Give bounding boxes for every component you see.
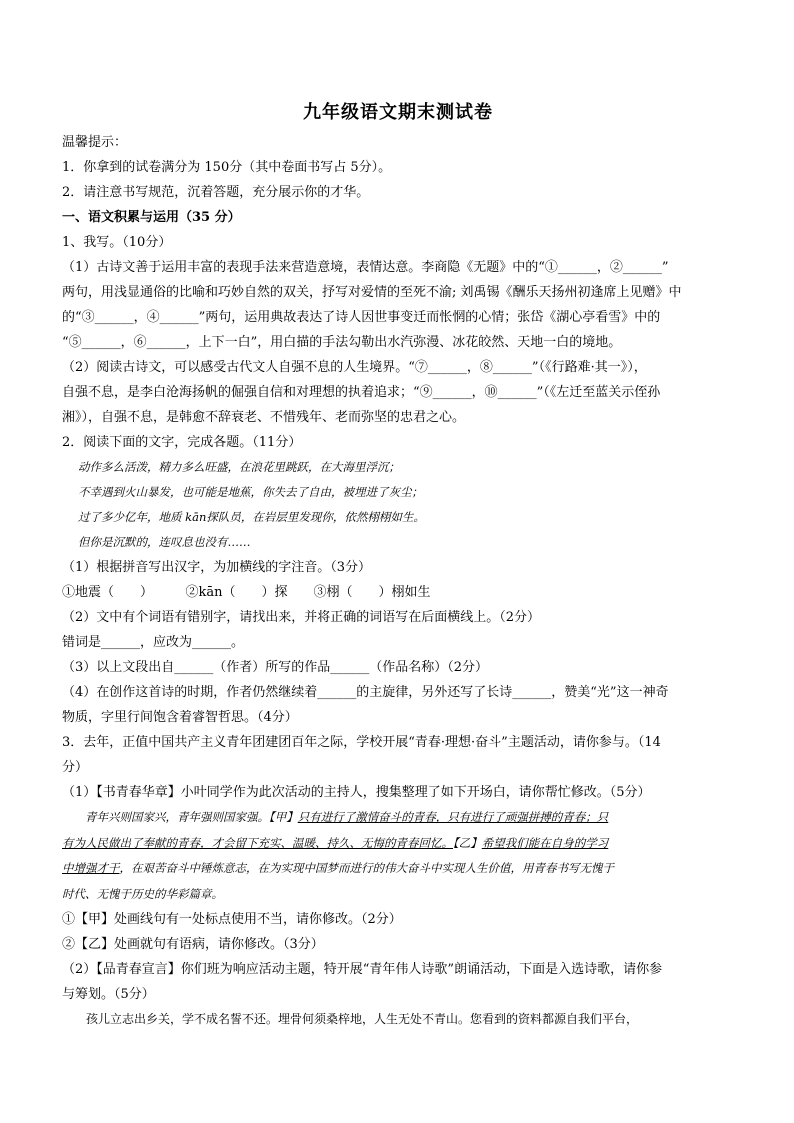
q1-p2-line: 自强不息，是李白沧海扬帆的倔强自信和对理想的执着追求；“⑨______，⑩______”（《左迁至蓝关示侄孙	[62, 385, 661, 400]
q3-sub-1: （1）【书青春华章】小叶同学作为此次活动的主持人，搜集整理了如下开场白，请你帮忙修改。（5分）	[62, 785, 651, 800]
opening-passage-line: 青年兴则国家兴，青年强则国家强。【甲】只有进行了激情奋斗的青春，只有进行了顽强拼搏的青春；只	[85, 810, 609, 824]
question-2-head: 2．阅读下面的文字，完成各题。（11分）	[62, 435, 302, 450]
poem-line: 动作多么活泼，精力多么旺盛，在浪花里跳跃，在大海里浮沉；	[78, 460, 400, 474]
q2-sub-2-blank: 错词是______，应改为______。	[62, 635, 245, 650]
q2-sub-3: （3）以上文段出自______（作者）所写的作品______（作品名称）（2分）	[62, 660, 489, 675]
underlined-sentence-b: 中增强才干	[62, 861, 120, 875]
underlined-sentence-a: 有为人民做出了奉献的青春，才会留下充实、温暖、持久、无悔的青春回忆。	[62, 835, 453, 850]
question-3-head-line: 分）	[62, 760, 89, 775]
underlined-sentence-b: 希望我们能在自身的学习	[481, 835, 609, 850]
exam-page	[62, 98, 734, 1032]
page-title: 九年级语文期末测试卷	[303, 102, 493, 123]
q1-p2-line: （2）阅读古诗文，可以感受古代文人自强不息的人生境界。“⑦______，⑧______”（《行路难·其一》），	[62, 360, 647, 375]
tips-heading: 温馨提示：	[62, 135, 128, 150]
q3-answer-1: ①【甲】处画线句有一处标点使用不当，请你修改。（2分）	[62, 912, 402, 927]
opening-passage-line: 有为人民做出了奉献的青春，才会留下充实、温暖、持久、无悔的青春回忆。【乙】希望我们能在自身的学习	[62, 835, 609, 850]
q2-sub-4-line: （4）在创作这首诗的时期，作者仍然继续着______的主旋律，另外还写了长诗______，赞美“光”这一神奇	[62, 685, 669, 700]
q1-p1-line: 的“③______，④______”两句，运用典故表达了诗人因世事变迁而怅惘的心情；张岱《湖心亭看雪》中的	[62, 310, 661, 325]
q2-sub-1: （1）根据拼音写出汉字，为加横线的字注音。（3分）	[62, 560, 372, 575]
poem-line: 不幸遇到火山暴发，也可能是地蕉，你失去了自由，被埋进了灰尘；	[78, 485, 423, 499]
q2-sub-2: （2）文中有个词语有错别字，请找出来，并将正确的词语写在后面横线上。（2分）	[62, 610, 541, 625]
tip-item: 1．你拿到的试卷满分为 150分（其中卷面书写占 5分）。	[62, 160, 392, 175]
poem-final-line: 孩儿立志出乡关，学不成名誓不还。埋骨何须桑梓地，人生无处不青山。您看到的资料都源自我们平台，	[86, 1012, 639, 1026]
q2-sub-1-options: ①地震（ ） ②kān（ ）探 ③栩（ ）栩如生	[62, 585, 431, 600]
underlined-sentence-a: 只有进行了激情奋斗的青春，只有进行了顽强拼搏的青春；只	[297, 810, 609, 824]
q1-p1-line: 两句，用浅显通俗的比喻和巧妙自然的双关，抒写对爱情的至死不渝; 刘禹锡《酬乐天扬州初逢席上见赠》中	[62, 285, 682, 300]
q3-sub-2-line: （2）【品青春宣言】你们班为响应活动主题，特开展“青年伟人诗歌”朗诵活动，下面是入选诗歌，请你参	[62, 962, 663, 977]
q3-sub-2-line: 与筹划。（5分）	[62, 987, 155, 1002]
question-3-head-line: 3．去年，正值中国共产主义青年团建团百年之际，学校开展“青春·理想·奋斗”主题活动，请你参与。（14	[62, 735, 661, 750]
opening-passage-line: 时代、无愧于历史的华彩篇章。	[62, 886, 223, 901]
tip-item: 2．请注意书写规范，沉着答题，充分展示你的才华。	[62, 185, 370, 200]
q2-sub-4-line: 物质，字里行间饱含着睿智哲思。（4分）	[62, 710, 298, 725]
opening-passage-line: 中增强才干，在艰苦奋斗中锤炼意志，在为实现中国梦而进行的伟大奋斗中实现人生价值，用青春书写无愧于	[62, 861, 614, 875]
poem-line: 过了多少亿年，地质 kān探队员，在岩层里发现你，依然栩栩如生。	[78, 510, 425, 524]
q1-p1-line: “⑤______，⑥______，上下一白”，用白描的手法勾勒出水汽弥漫、冰花皎然、天地一白的境地。	[62, 335, 622, 350]
section-heading: 一、语文积累与运用（35 分）	[62, 210, 241, 225]
question-1-head: 1、我写。（10分）	[62, 235, 172, 250]
q1-p1-line: （1）古诗文善于运用丰富的表现手法来营造意境，表情达意。李商隐《无题》中的“①______，②______”	[62, 260, 669, 275]
poem-line: 但你是沉默的，连叹息也没有……	[78, 535, 251, 549]
q3-answer-2: ②【乙】处画就句有语病，请你修改。（3分）	[62, 937, 324, 952]
q1-p2-line: 湘》），自强不息，是韩愈不辞衰老、不惜残年、老而弥坚的忠君之心。	[62, 410, 466, 425]
